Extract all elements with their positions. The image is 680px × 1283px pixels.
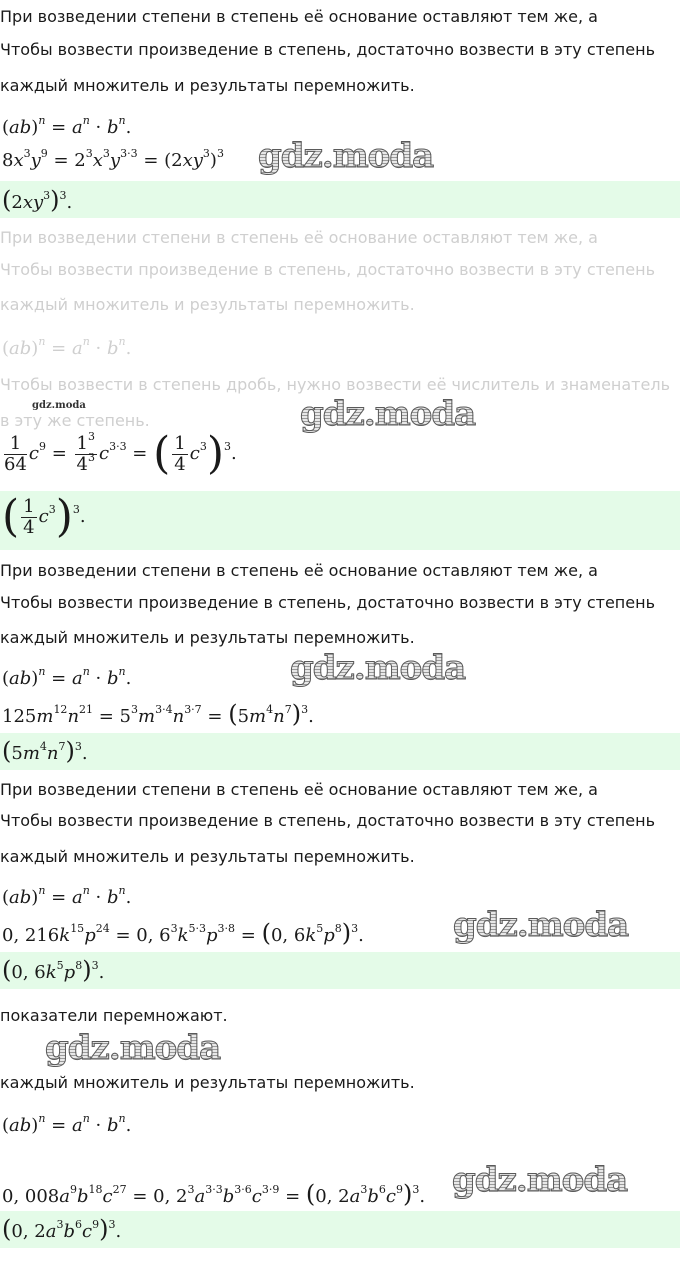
task-2-answer: ( $\frac{1}{4}$ $c^3)^3$.	[2, 491, 86, 542]
watermark-logo: gdz.moda	[290, 648, 466, 688]
watermark-logo: gdz.moda	[45, 1028, 221, 1068]
answer-highlight-1	[0, 181, 680, 218]
rule-fraction-line2: в эту же степень.	[0, 411, 150, 430]
rule-product-line1: Чтобы возвести произведение в степень, достаточно возвести в эту степень	[0, 40, 655, 59]
formula-product: $(ab)^n = a^n \cdot b^n$.	[2, 665, 132, 689]
watermark-logo: gdz.moda	[300, 394, 476, 434]
task-3-answer: $(5m^4n^7)^3$.	[2, 737, 88, 765]
rule-product-line2: каждый множитель и результаты перемножить.	[0, 847, 415, 866]
formula-product: $(ab)^n = a^n \cdot b^n$.	[2, 335, 132, 359]
rule-product-line2: каждый множитель и результаты перемножить.	[0, 295, 415, 314]
watermark-logo: gdz.moda	[453, 905, 629, 945]
rule-power-of-power: При возведении степени в степень её основание оставляют тем же, а	[0, 7, 598, 26]
rule-power-of-power: При возведении степени в степень её основание оставляют тем же, а	[0, 561, 598, 580]
task-1-answer: $(2xy^3)^3$.	[2, 186, 73, 214]
task-5-answer: (0, $2a^3b^6c^9)^3$.	[2, 1215, 122, 1243]
rule-product-line1: Чтобы возвести произведение в степень, достаточно возвести в эту степень	[0, 593, 655, 612]
task-4-answer: (0, $6k^5p^8)^3$.	[2, 956, 105, 984]
rule-product-line2: каждый множитель и результаты перемножить.	[0, 1073, 415, 1092]
task-3-work: $125m^{12}n^{21} = 5^3m^{3\cdot 4}n^{3\cdot 7} = (5m^4n^7)^3$.	[2, 700, 314, 728]
formula-product: $(ab)^n = a^n \cdot b^n$.	[2, 114, 132, 138]
answer-highlight-2	[0, 491, 680, 550]
answer-highlight-3	[0, 733, 680, 770]
formula-product: $(ab)^n = a^n \cdot b^n$.	[2, 1112, 132, 1136]
rule-power-tail: показатели перемножают.	[0, 1006, 228, 1025]
watermark-small: gdz.moda	[32, 400, 86, 411]
rule-product-line2: каждый множитель и результаты перемножить.	[0, 628, 415, 647]
task-2-work: $\frac{1}{64}$ $c^9$ = $\frac{1^3}{4^3}$ $c^{3\cdot 3}$ = ( $\frac{1}{4}$ $c^3)^3$.	[4, 428, 237, 479]
rule-product-line2: каждый множитель и результаты перемножить.	[0, 76, 415, 95]
task-4-work: 0, $216k^{15}p^{24} = 0$, $6^3k^{5\cdot 3}p^{3\cdot 8} = (0$, $6k^5p^8)^3$.	[2, 919, 364, 947]
rule-fraction-line1: Чтобы возвести в степень дробь, нужно возвести её числитель и знаменатель	[0, 375, 670, 394]
watermark-logo: gdz.moda	[452, 1160, 628, 1200]
rule-product-line1: Чтобы возвести произведение в степень, достаточно возвести в эту степень	[0, 811, 655, 830]
rule-power-of-power: При возведении степени в степень её основание оставляют тем же, а	[0, 228, 598, 247]
formula-product: $(ab)^n = a^n \cdot b^n$.	[2, 884, 132, 908]
rule-product-line1: Чтобы возвести произведение в степень, достаточно возвести в эту степень	[0, 260, 655, 279]
rule-power-of-power: При возведении степени в степень её основание оставляют тем же, а	[0, 780, 598, 799]
task-1-work: $8x^3y^9 = 2^3x^3y^{3\cdot 3} = (2xy^3)^3$	[2, 147, 224, 171]
watermark-logo: gdz.moda	[258, 136, 434, 176]
task-5-work: 0, $008a^9b^{18}c^{27} = 0$, $2^3a^{3\cdot 3}b^{3\cdot 6}c^{3\cdot 9} = (0$, $2a^3b^6c^9)^3$.	[2, 1180, 426, 1208]
